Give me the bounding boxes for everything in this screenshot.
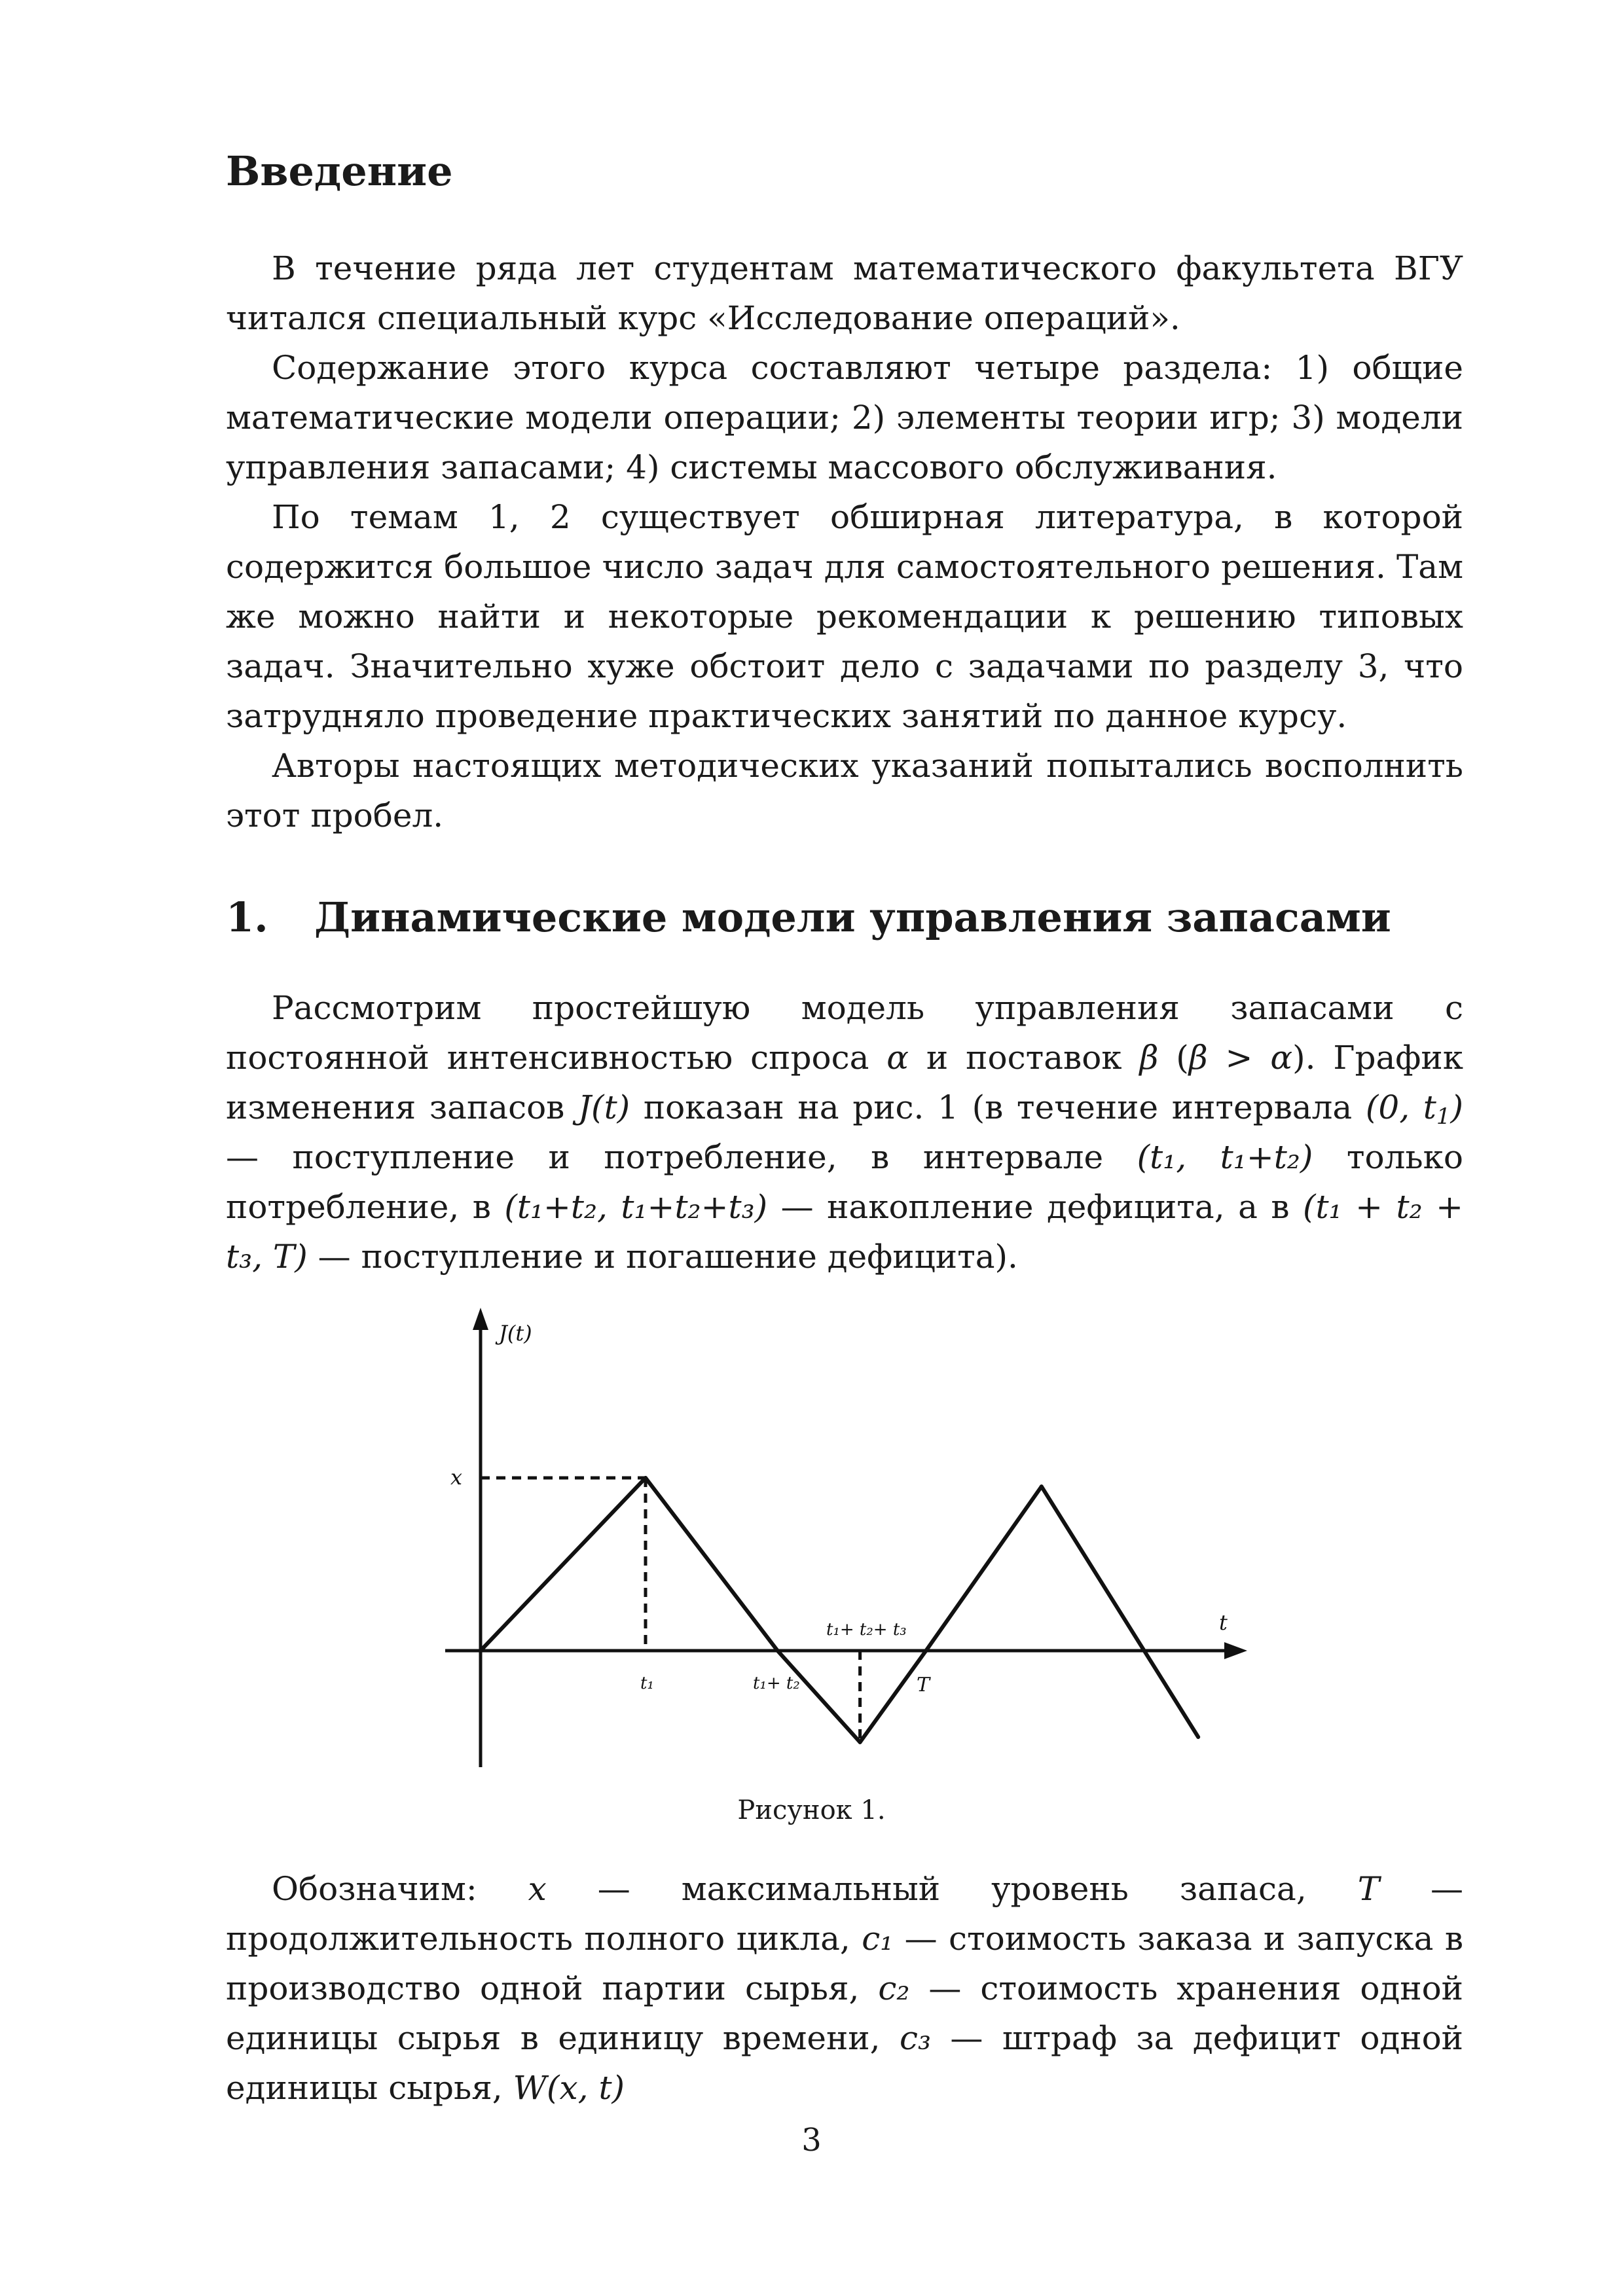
text-run: — продолжительность полного цикла, xyxy=(226,1870,1463,1958)
text-run: — поступление и потребление, в интервале xyxy=(226,1138,1137,1176)
math-c3: c₃ xyxy=(899,2019,931,2057)
math-run: ) xyxy=(1450,1088,1464,1126)
page-number: 3 xyxy=(801,2122,822,2159)
inventory-segment-2 xyxy=(646,1478,778,1651)
text-run: ( xyxy=(1158,1039,1189,1077)
intro-paragraph-3: По темам 1, 2 существует обширная литература, в которой содержится большое число задач для самостоятельного решения. Там же можно найти и некоторые рекомендации к решению типовых задач. Значительно хуже обстоит дело с задачами по разделу 3, что затрудняло проведение практических занятий по данное курсу. xyxy=(226,498,1463,735)
text-run: — штраф за дефицит одной единицы сырья, xyxy=(226,2019,1463,2107)
math-interval-1 xyxy=(1365,1088,1464,1130)
math-interval-3: (t₁+t₂, t₁+t₂+t₃) xyxy=(504,1188,768,1226)
math-W: W(x, t) xyxy=(513,2069,625,2107)
chart-marks xyxy=(481,1478,1198,1742)
text-run: — поступление и погашение дефицита). xyxy=(307,1238,1018,1276)
math-x: x xyxy=(528,1870,547,1908)
t1t2-label: t₁+ t₂ xyxy=(753,1674,800,1693)
text-run: только потребление, в xyxy=(226,1138,1463,1226)
figure-1-graph xyxy=(426,1302,1270,1774)
text-run: — стоимость хранения одной единицы сырья в единицу времени, xyxy=(226,1969,1463,2057)
math-sub: 1 xyxy=(1436,1103,1451,1130)
text-run: — стоимость заказа и запуска в производство одной партии сырья, xyxy=(226,1920,1464,2007)
math-alpha: α xyxy=(886,1039,909,1077)
x-axis-arrow xyxy=(1224,1642,1247,1659)
notation-paragraph xyxy=(226,1864,1463,2113)
inventory-segment-3 xyxy=(778,1651,860,1742)
intro-paragraph-1: В течение ряда лет студентам математического факультета ВГУ читался специальный курс «Исследование операций». xyxy=(226,249,1463,337)
math-J-of-t: J(t) xyxy=(578,1088,630,1126)
section-number: 1. xyxy=(226,893,268,941)
t1t2t3-label: t₁+ t₂+ t₃ xyxy=(826,1620,907,1640)
math-c2: c₂ xyxy=(878,1969,910,2007)
math-interval-4: (t₁ + t₂ + t₃, T) xyxy=(226,1188,1464,1276)
text-run: Обозначим: xyxy=(272,1870,528,1908)
text-run: показан на рис. 1 (в течение интервала xyxy=(630,1088,1366,1126)
intro-paragraph-4: Авторы настоящих методических указаний попытались восполнить этот пробел. xyxy=(226,747,1463,834)
math-T: T xyxy=(1357,1870,1380,1908)
math-run: (0, t xyxy=(1365,1088,1436,1126)
inventory-segment-5 xyxy=(926,1486,1041,1651)
figure-caption: Рисунок 1. xyxy=(737,1795,886,1825)
intro-body xyxy=(226,243,1463,840)
inventory-segment-6 xyxy=(1042,1486,1198,1737)
t1-label: t₁ xyxy=(640,1674,654,1693)
text-run: — максимальный уровень запаса, xyxy=(546,1870,1358,1908)
notation-body xyxy=(226,1864,1463,2113)
section-body xyxy=(226,983,1463,1282)
x-axis-label: t xyxy=(1219,1610,1228,1635)
inventory-segment-1 xyxy=(481,1478,646,1651)
T-label: T xyxy=(917,1674,930,1696)
math-interval-2: (t₁, t₁+t₂) xyxy=(1137,1138,1313,1176)
intro-paragraph-2: Содержание этого курса составляют четыре раздела: 1) общие математические модели операции; 2) элементы теории игр; 3) модели управления запасами; 4) системы массового обслуживания. xyxy=(226,349,1463,486)
math-condition: β > α xyxy=(1188,1039,1293,1077)
section-title: Динамические модели управления запасами xyxy=(314,893,1391,941)
text-run: — накопление дефицита, а в xyxy=(767,1188,1304,1226)
section-paragraph-1 xyxy=(226,983,1463,1282)
math-beta: β xyxy=(1139,1039,1159,1077)
text-run: и поставок xyxy=(909,1039,1140,1077)
y-axis-arrow xyxy=(473,1308,488,1330)
x-level-label: x xyxy=(450,1465,463,1490)
y-axis-label: J(t) xyxy=(499,1321,532,1346)
text-run: ). График изменения запасов xyxy=(226,1039,1464,1126)
intro-heading: Введение xyxy=(226,147,453,195)
math-c1: c₁ xyxy=(862,1920,894,1958)
text-run: Рассмотрим простейшую модель управления запасами с постоянной интенсивностью спроса xyxy=(226,989,1463,1077)
section-heading xyxy=(226,891,1391,944)
